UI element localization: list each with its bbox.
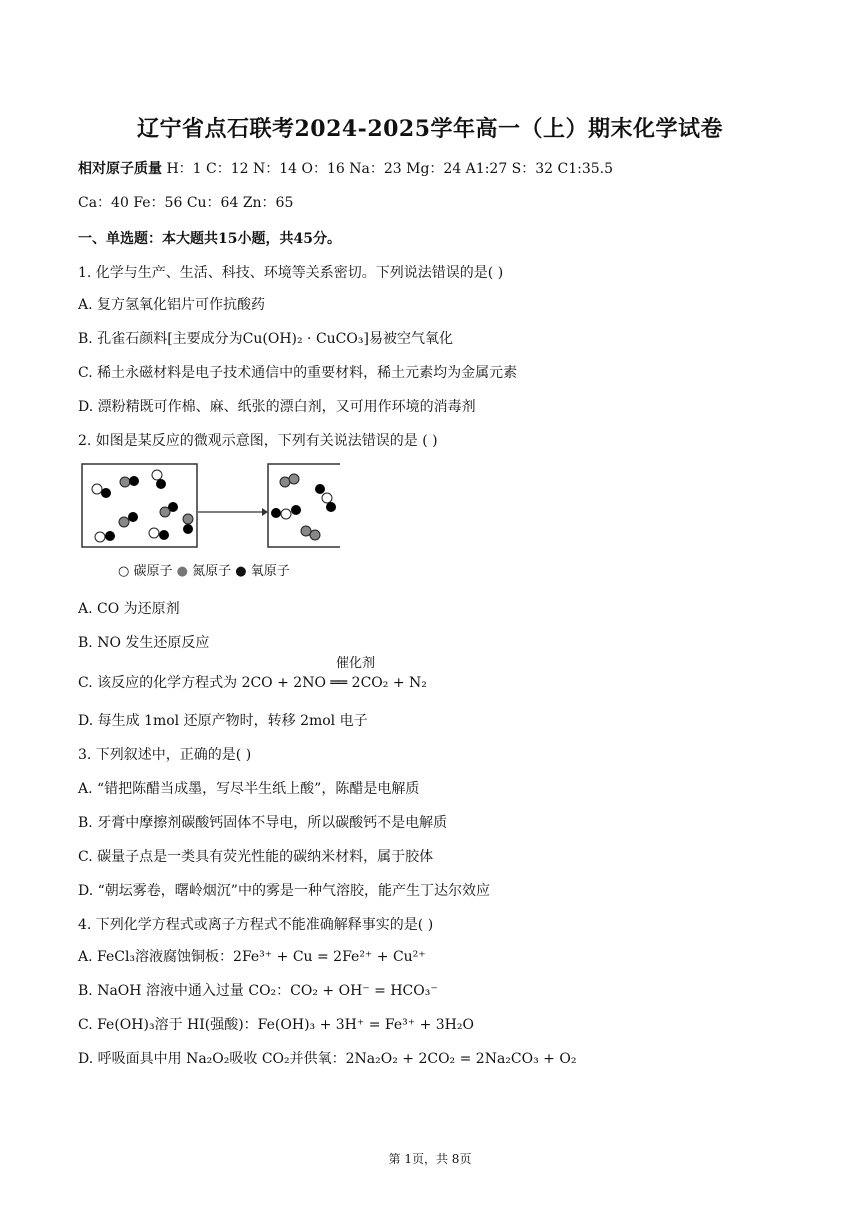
diagram-legend bbox=[118, 560, 290, 579]
atomic-mass-label: 相对原子质量 bbox=[78, 161, 162, 177]
atomic-mass-line1 bbox=[78, 158, 613, 178]
question-2-option-b: B. NO 发生还原反应 bbox=[78, 635, 210, 651]
reactant-molecules bbox=[92, 470, 193, 542]
question-2-option-a: A. CO 为还原剂 bbox=[78, 601, 180, 617]
question-1-option-b: B. 孔雀石颜料[主要成分为Cu(OH)₂ · CuCO₃]易被空气氧化 bbox=[78, 331, 453, 347]
atomic-mass-line2: Ca：40 Fe：56 Cu：64 Zn：65 bbox=[78, 195, 294, 211]
question-1-option-d: D. 漂粉精既可作棉、麻、纸张的漂白剂，又可用作环境的消毒剂 bbox=[78, 399, 476, 415]
legend-nitrogen: 氮原子 bbox=[192, 564, 232, 579]
page-footer: 第 1页，共 8页 bbox=[388, 1152, 472, 1166]
question-2-stem: 2. 如图是某反应的微观示意图，下列有关说法错误的是 ( ) bbox=[78, 433, 438, 449]
carbon-atom-legend-icon: ○ bbox=[118, 564, 130, 579]
product-molecules bbox=[271, 470, 340, 540]
arrow-head bbox=[262, 508, 268, 516]
question-4-option-a: A. FeCl₃溶液腐蚀铜板：2Fe³⁺ + Cu = 2Fe²⁺ + Cu²⁺ bbox=[78, 949, 426, 965]
question-3-option-c: C. 碳量子点是一类具有荧光性能的碳纳米材料，属于胶体 bbox=[78, 849, 434, 865]
question-2-option-d: D. 每生成 1mol 还原产物时，转移 2mol 电子 bbox=[78, 713, 368, 729]
legend-oxygen: 氧原子 bbox=[250, 564, 290, 579]
question-1-option-c: C. 稀土永磁材料是电子技术通信中的重要材料，稀土元素均为金属元素 bbox=[78, 365, 518, 381]
question-3-stem: 3. 下列叙述中，正确的是( ) bbox=[78, 747, 252, 763]
catalyst-label: 催化剂 bbox=[336, 656, 376, 671]
page-title: 辽宁省点石联考2024-2025学年高一（上）期末化学试卷 bbox=[136, 116, 724, 142]
question-3-option-d: D. “朝坛雾卷，曙岭烟沉”中的雾是一种气溶胶，能产生丁达尔效应 bbox=[78, 883, 490, 899]
question-4-option-b: B. NaOH 溶液中通入过量 CO₂：CO₂ + OH⁻ = HCO₃⁻ bbox=[78, 983, 438, 999]
oxygen-atom-legend-icon: ● bbox=[235, 564, 247, 579]
question-4-option-c: C. Fe(OH)₃溶于 HI(强酸)：Fe(OH)₃ + 3H⁺ = Fe³⁺ + 3H₂O bbox=[78, 1017, 474, 1033]
question-1-stem: 1. 化学与生产、生活、科技、环境等关系密切。下列说法错误的是( ) bbox=[78, 265, 504, 281]
section-heading: 一、单选题：本大题共15小题，共45分。 bbox=[78, 231, 341, 247]
question-4-stem: 4. 下列化学方程式或离子方程式不能准确解释事实的是( ) bbox=[78, 917, 434, 933]
question-2-option-c: C. 该反应的化学方程式为 2CO + 2NO ══ 2CO₂ + N₂ bbox=[78, 675, 427, 691]
question-3-option-a: A. “错把陈醋当成墨，写尽半生纸上酸”，陈醋是电解质 bbox=[78, 781, 420, 797]
question-3-option-b: B. 牙膏中摩擦剂碳酸钙固体不导电，所以碳酸钙不是电解质 bbox=[78, 815, 448, 831]
legend-carbon: 碳原子 bbox=[133, 564, 173, 579]
atomic-mass-values-1: H：1 C：12 N：14 O：16 Na：23 Mg：24 A1:27 S：32 C1:35.5 bbox=[166, 161, 614, 177]
nitrogen-atom-legend-icon: ● bbox=[176, 564, 188, 579]
question-1-option-a: A. 复方氢氧化铝片可作抗酸药 bbox=[78, 297, 266, 313]
question-4-option-d: D. 呼吸面具中用 Na₂O₂吸收 CO₂并供氧：2Na₂O₂ + 2CO₂ = 2Na₂CO₃ + O₂ bbox=[78, 1051, 577, 1067]
